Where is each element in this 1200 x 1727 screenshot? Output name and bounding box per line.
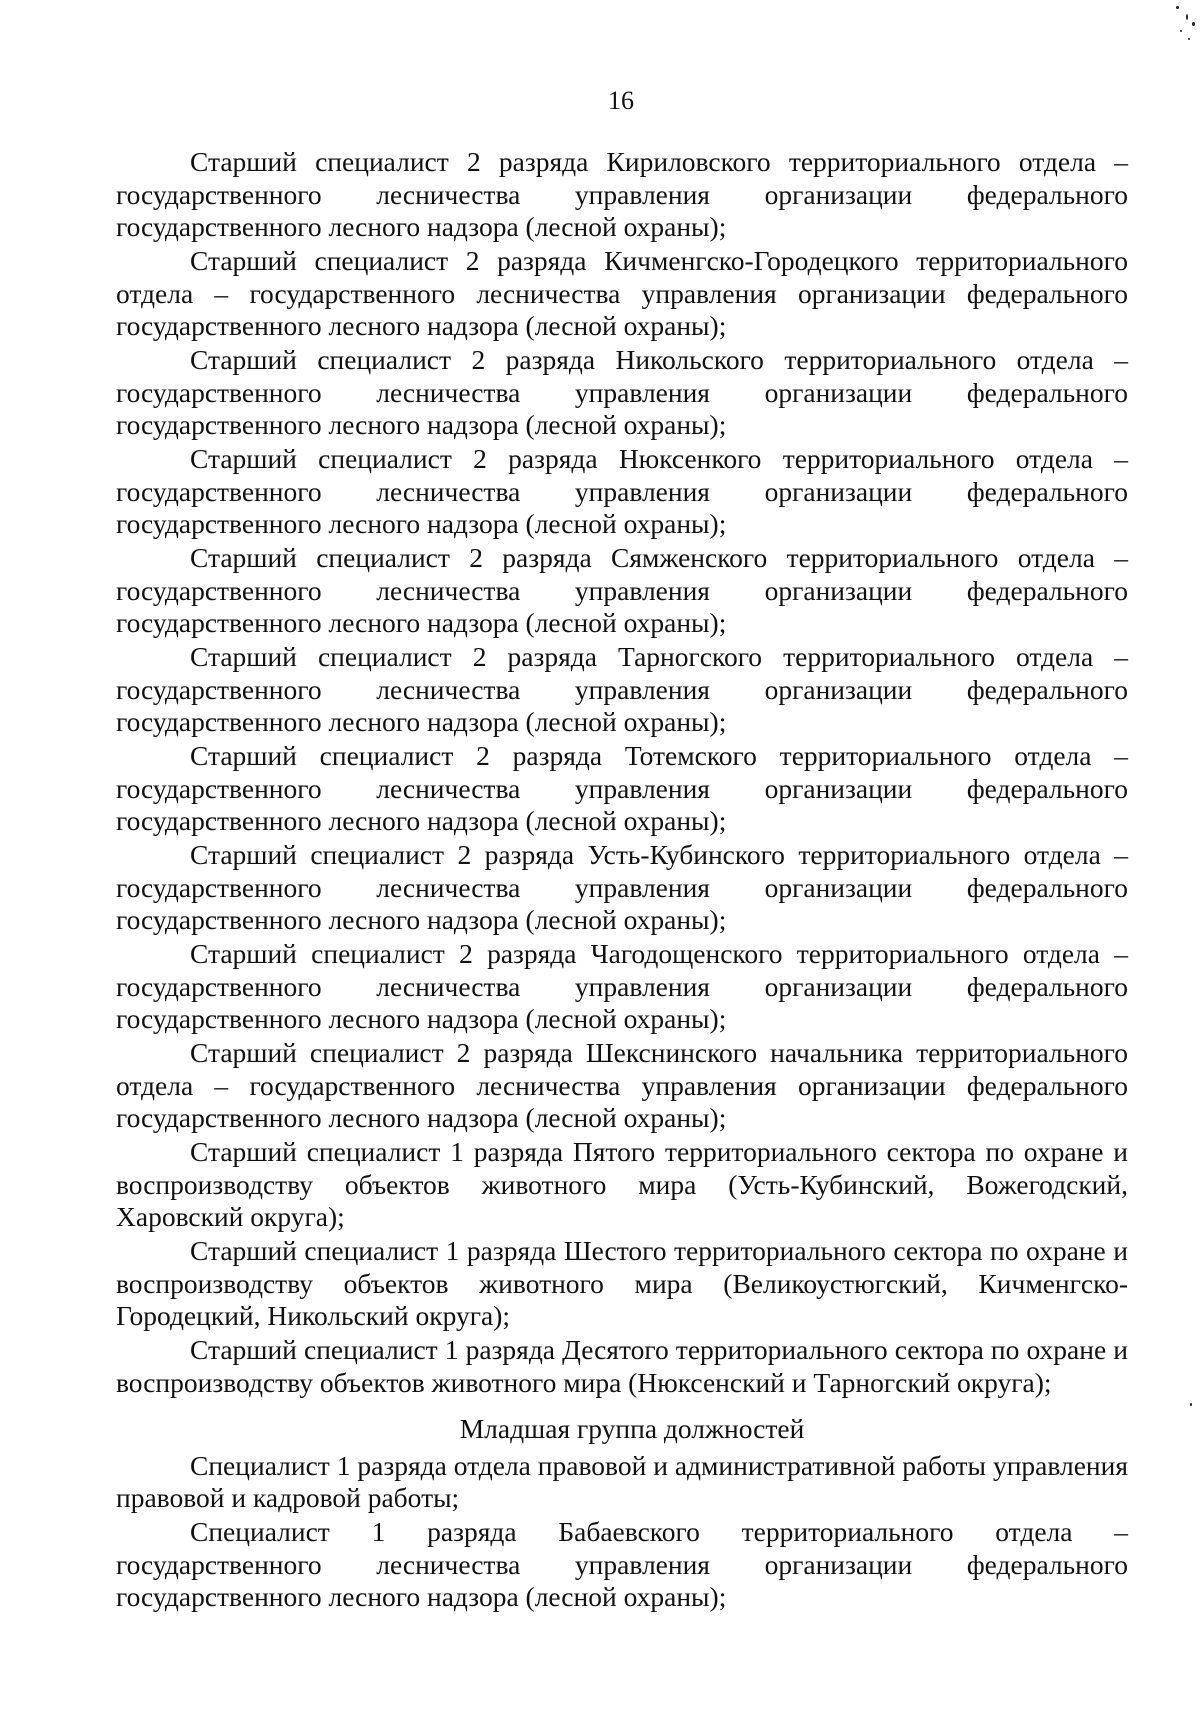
paragraph: Старший специалист 2 разряда Нюксенкого территориального отдела – государственного лесничества управления организации федерального государственного лесного надзора (лесной охраны); — [116, 443, 1128, 539]
paragraph: Старший специалист 1 разряда Десятого территориального сектора по охране и воспроизводству объектов животного мира (Нюксенский и Тарногский округа); — [116, 1334, 1128, 1398]
paragraph: Старший специалист 2 разряда Тотемского территориального отдела – государственного лесничества управления организации федерального государственного лесного надзора (лесной охраны); — [116, 740, 1128, 836]
document-body — [116, 146, 1128, 1615]
paragraph: Специалист 1 разряда Бабаевского территориального отдела – государственного лесничества управления организации федерального государственного лесного надзора (лесной охраны); — [116, 1516, 1128, 1612]
paragraph: Специалист 1 разряда отдела правовой и административной работы управления правовой и кадровой работы; — [116, 1449, 1128, 1513]
paragraph: Старший специалист 2 разряда Тарногского территориального отдела – государственного лесничества управления организации федерального государственного лесного надзора (лесной охраны); — [116, 641, 1128, 737]
paragraph: Старший специалист 2 разряда Кириловского территориального отдела – государственного лесничества управления организации федерального государственного лесного надзора (лесной охраны); — [116, 146, 1128, 242]
paragraph: Старший специалист 2 разряда Сямженского территориального отдела – государственного лесничества управления организации федерального государственного лесного надзора (лесной охраны); — [116, 542, 1128, 638]
page-number: 16 — [608, 86, 634, 115]
paragraph: Старший специалист 1 разряда Шестого территориального сектора по охране и воспроизводству объектов животного мира (Великоустюгский, Кичменгско-Городецкий, Никольский округа); — [116, 1235, 1128, 1331]
paragraph: Старший специалист 2 разряда Никольского территориального отдела – государственного лесничества управления организации федерального государственного лесного надзора (лесной охраны); — [116, 344, 1128, 440]
paragraph: Старший специалист 1 разряда Пятого территориального сектора по охране и воспроизводству объектов животного мира (Усть-Кубинский, Вожегодский, Харовский округа); — [116, 1136, 1128, 1232]
paragraph: Старший специалист 2 разряда Кичменгско-Городецкого территориального отдела – государственного лесничества управления организации федерального государственного лесного надзора (лесной охраны); — [116, 245, 1128, 341]
section-heading: Младшая группа должностей — [459, 1413, 805, 1444]
paragraph: Старший специалист 2 разряда Чагодощенского территориального отдела – государственного лесничества управления организации федерального государственного лесного надзора (лесной охраны); — [116, 938, 1128, 1034]
paragraph: Старший специалист 2 разряда Усть-Кубинского территориального отдела – государственного лесничества управления организации федерального государственного лесного надзора (лесной охраны); — [116, 839, 1128, 935]
paragraph: Старший специалист 2 разряда Шекснинского начальника территориального отдела – государственного лесничества управления организации федерального государственного лесного надзора (лесной охраны); — [116, 1037, 1128, 1133]
